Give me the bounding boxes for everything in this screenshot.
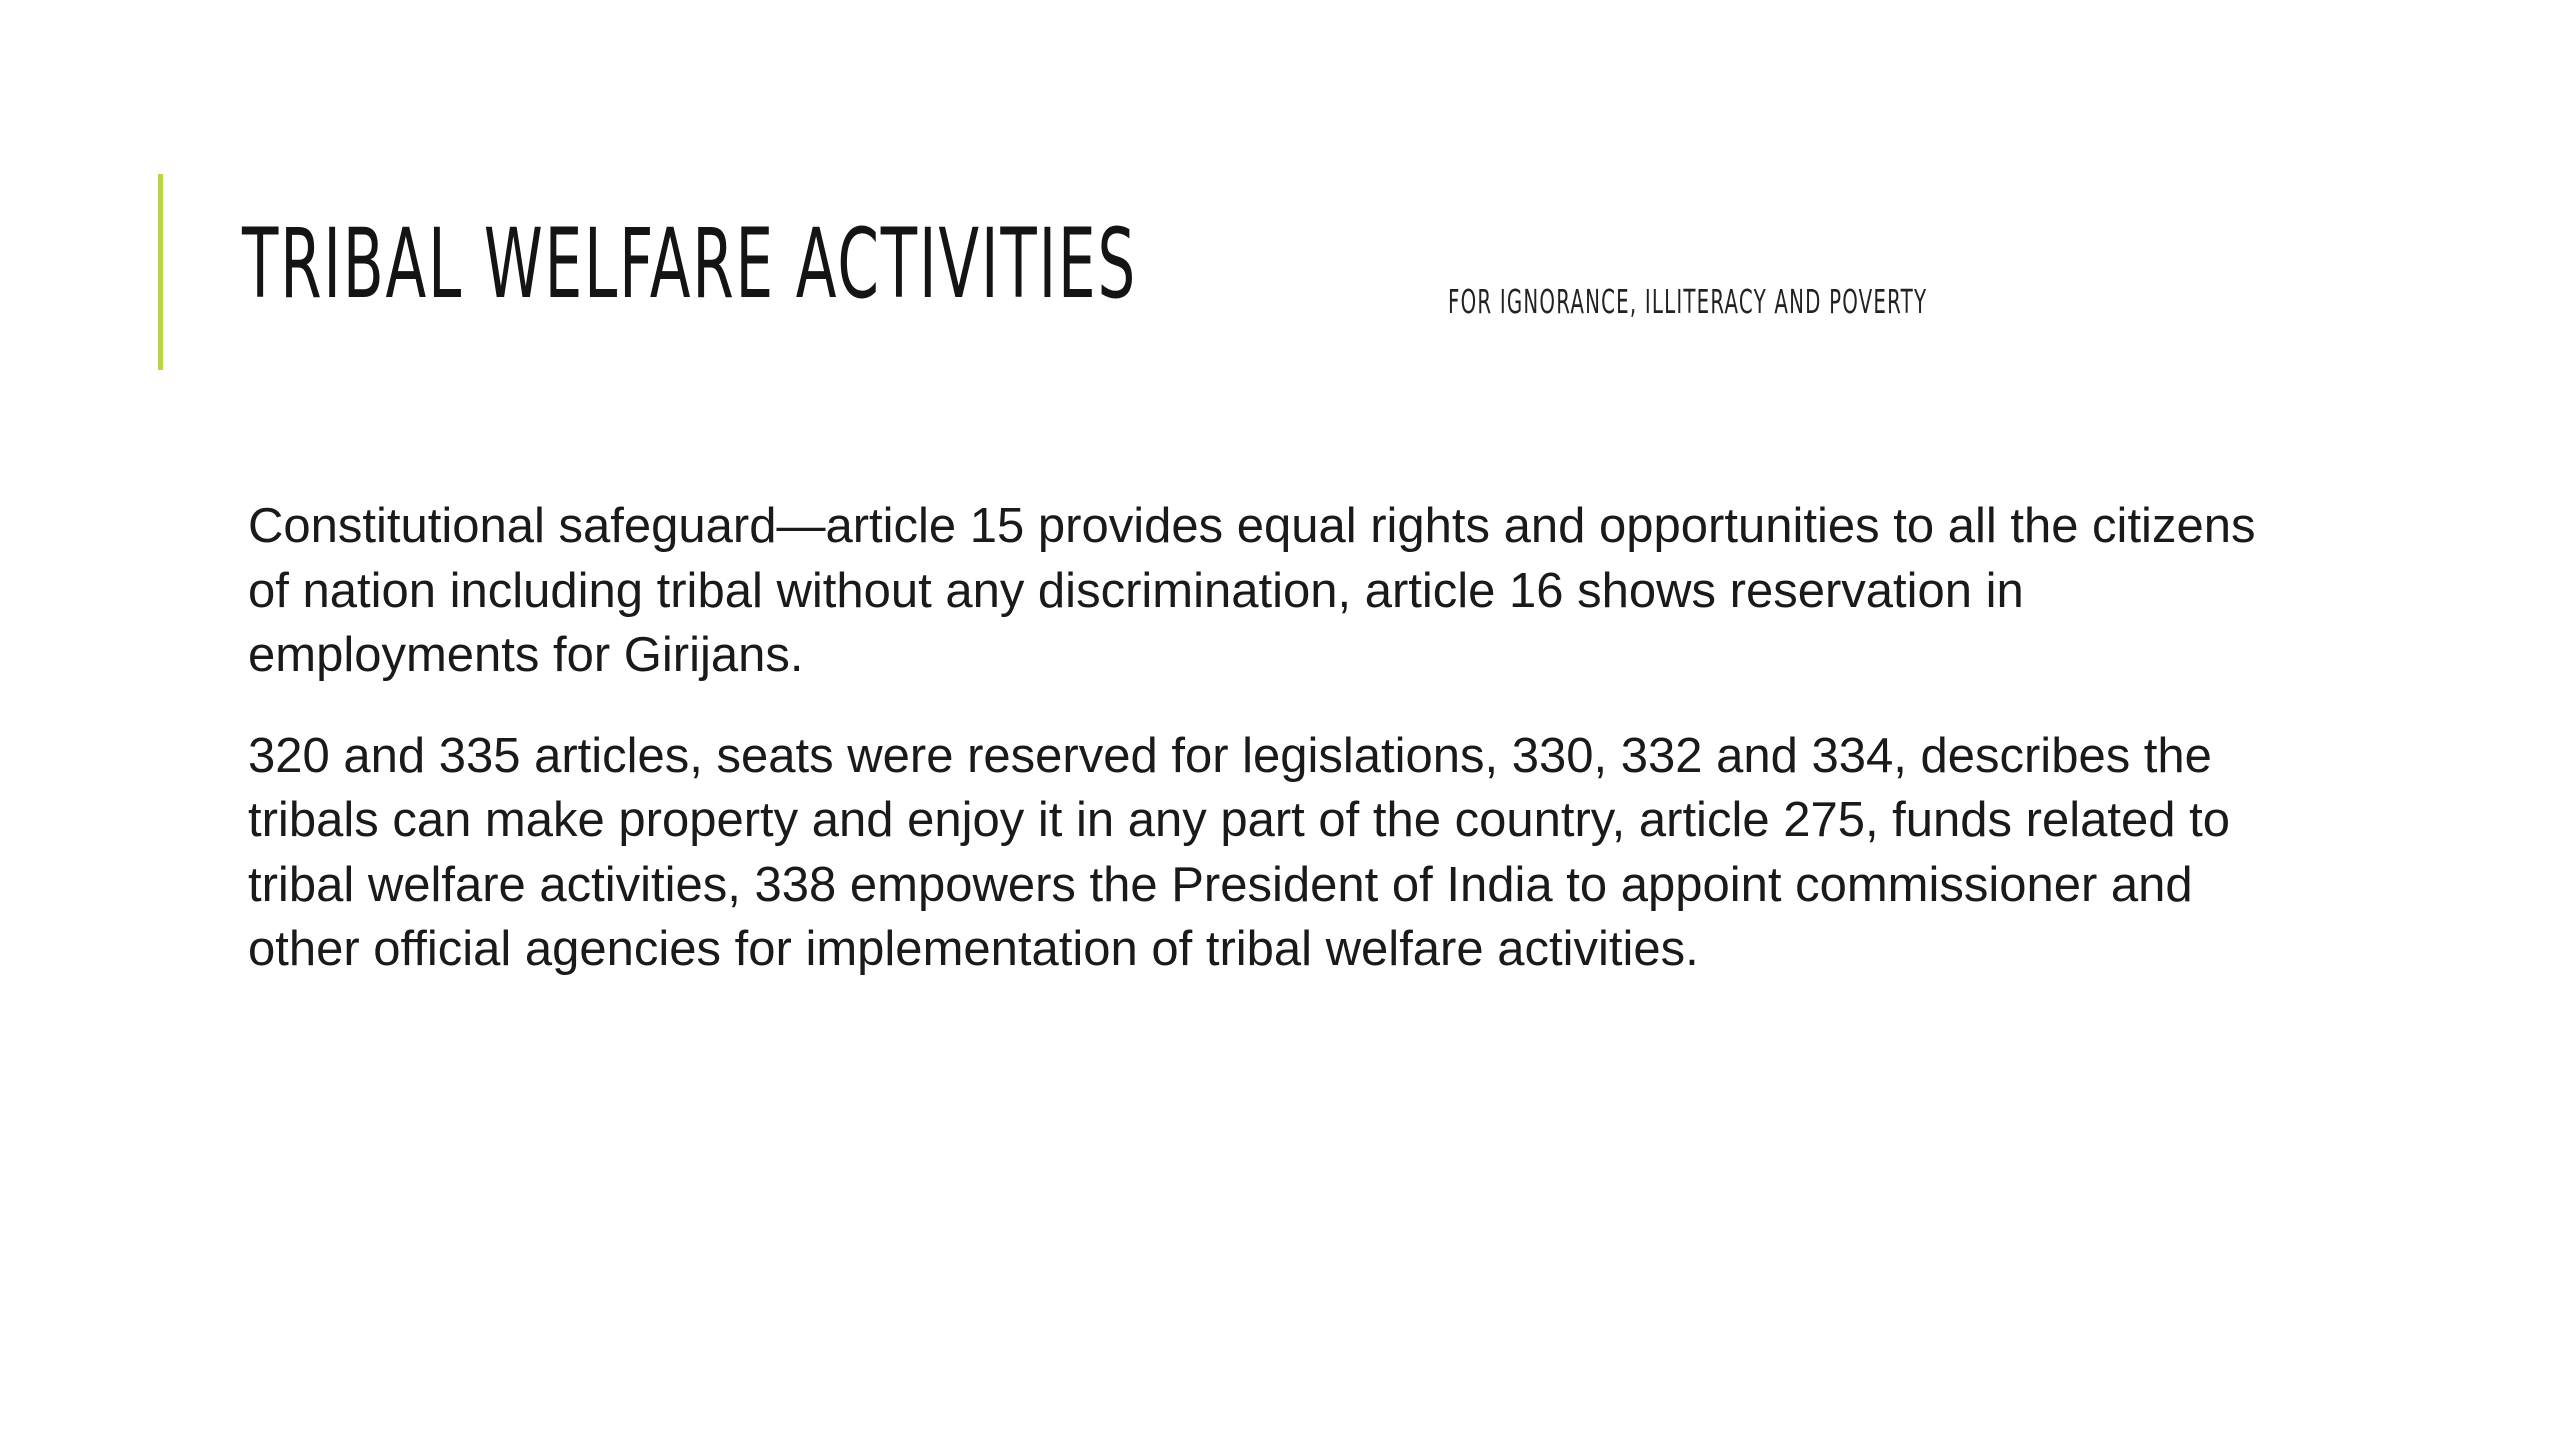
- body-paragraph-2: 320 and 335 articles, seats were reserved for legislations, 330, 332 and 334, describes the tribals can make property and enjoy it in any part of the country, article 275, funds related to tribal welfare activities, 338 empowers the President of India to appoint commissioner and other official agencies for implementation of tribal welfare activities.: [248, 728, 2230, 976]
- title-accent-bar: [158, 174, 163, 370]
- slide-body: [248, 494, 2298, 1018]
- body-paragraph-1: Constitutional safeguard—article 15 provides equal rights and opportunities to all the citizens of nation including tribal without any discrimination, article 16 shows reservation in employments for Girijans.: [248, 499, 2256, 682]
- slide-subtitle: FOR IGNORANCE, ILLITERACY AND POVERTY: [1448, 282, 1928, 321]
- slide-title: TRIBAL WELFARE ACTIVITIES: [242, 208, 1138, 320]
